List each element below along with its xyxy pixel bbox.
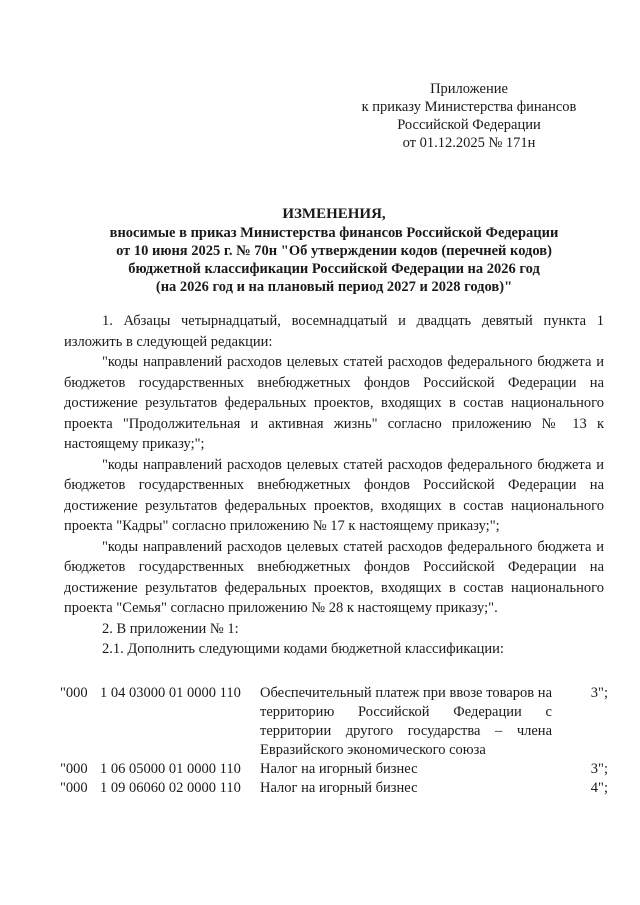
document-title (60, 205, 608, 296)
admin-code: "000 (60, 761, 88, 777)
paragraph-1: 1. Абзацы четырнадцатый, восемнадцатый и двадцать девятый пункта 1 изложить в следующей редакции: (64, 313, 604, 350)
paragraph-2-1: 2.1. Дополнить следующими кодами бюджетной классификации: (102, 641, 504, 657)
appendix-header (354, 80, 584, 152)
admin-code: "000 (60, 780, 88, 796)
quote-paragraph-1: "коды направлений расходов целевых статей расходов федерального бюджета и бюджетов государственных внебюджетных фондов Российской Федерации на достижение результатов федеральных проектов, входящих в состав национального проекта "Продолжительная и активная жизнь" согласно приложению № 13 к настоящему приказу;"; (64, 354, 604, 452)
title-line-3: бюджетной классификации Российской Федерации на 2026 год (128, 261, 540, 277)
code-name: Налог на игорный бизнес (260, 761, 418, 777)
budget-code: 1 09 06060 02 0000 110 (100, 780, 241, 796)
appendix-line-2: к приказу Министерства финансов (361, 99, 577, 115)
codes-table (60, 684, 608, 798)
table-row (60, 684, 608, 760)
appendix-line-3: Российской Федерации (397, 117, 541, 133)
appendix-line-4: от 01.12.2025 № 171н (402, 135, 536, 151)
title-line-4: (на 2026 год и на плановый период 2027 и 2028 годов)" (155, 279, 513, 295)
budget-code: 1 04 03000 01 0000 110 (100, 685, 241, 701)
table-row (60, 779, 608, 798)
code-name: Обеспечительный платеж при ввозе товаров на территорию Российской Федерации с территории другого государства – члена Евразийского экономического союза (260, 685, 552, 758)
title-main: ИЗМЕНЕНИЯ, (282, 206, 386, 222)
budget-code: 1 06 05000 01 0000 110 (100, 761, 241, 777)
code-name: Налог на игорный бизнес (260, 780, 418, 796)
title-line-2: от 10 июня 2025 г. № 70н "Об утверждении кодов (перечней кодов) (116, 243, 552, 259)
title-line-1: вносимые в приказ Министерства финансов Российской Федерации (109, 225, 559, 241)
document-body (64, 311, 604, 660)
quote-paragraph-2: "коды направлений расходов целевых статей расходов федерального бюджета и бюджетов государственных внебюджетных фондов Российской Федерации на достижение результатов федеральных проектов, входящих в состав национального проекта "Кадры" согласно приложению № 17 к настоящему приказу;"; (64, 456, 604, 534)
reference: 3"; (590, 761, 608, 777)
appendix-line-1: Приложение (430, 81, 508, 97)
admin-code: "000 (60, 685, 88, 701)
reference: 3"; (590, 685, 608, 701)
quote-paragraph-3: "коды направлений расходов целевых статей расходов федерального бюджета и бюджетов государственных внебюджетных фондов Российской Федерации на достижение результатов федеральных проектов, входящих в состав национального проекта "Семья" согласно приложению № 28 к настоящему приказу;". (64, 538, 604, 616)
table-row (60, 760, 608, 779)
paragraph-2: 2. В приложении № 1: (102, 620, 239, 637)
reference: 4"; (590, 780, 608, 796)
